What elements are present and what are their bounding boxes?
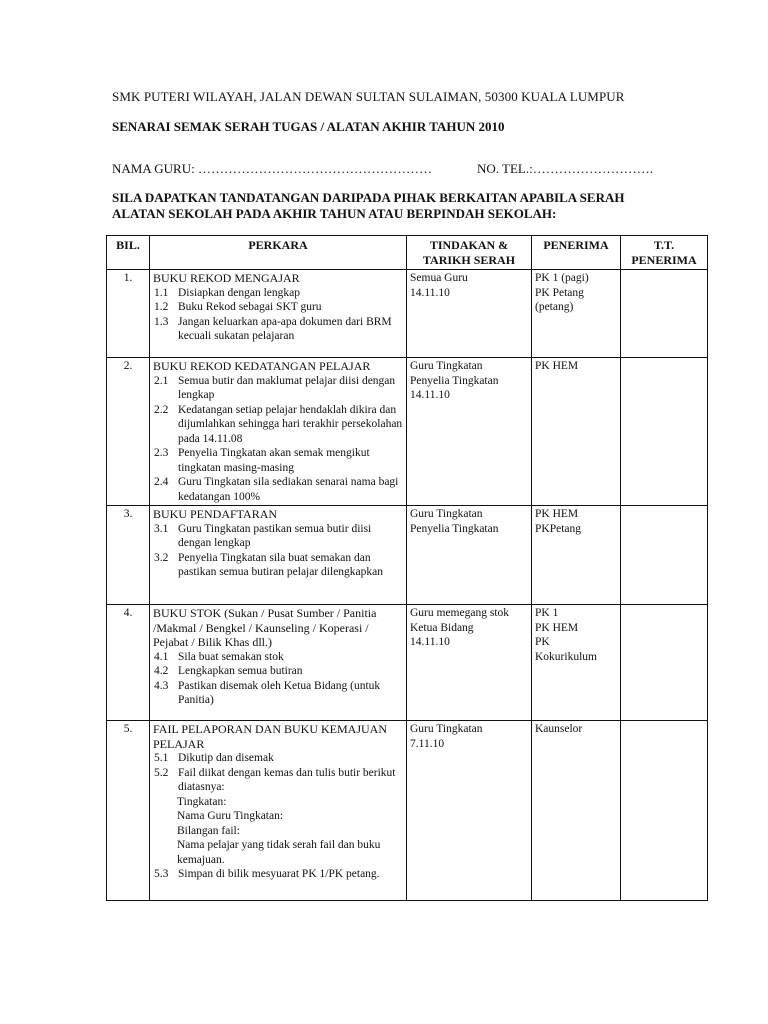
- penerima-line: Kokurikulum: [535, 650, 597, 663]
- sub-item: [153, 867, 403, 882]
- instruction-line: ALATAN SEKOLAH PADA AKHIR TAHUN ATAU BERPINDAH SEKOLAH:: [112, 206, 557, 221]
- sub-item-text: Sila buat semakan stok: [178, 650, 284, 663]
- sub-item-text: Pastikan disemak oleh Ketua Bidang (untuk Panitia): [178, 679, 381, 706]
- sub-item: [153, 403, 403, 447]
- signature-cell: [621, 721, 708, 901]
- header-tt-penerima: T.T. PENERIMA: [621, 236, 708, 270]
- sub-item-text: Simpan di bilik mesyuarat PK 1/PK petang.: [178, 868, 380, 880]
- penerima-line: PK HEM: [535, 360, 579, 372]
- school-address: SMK PUTERI WILAYAH, JALAN DEWAN SULTAN SULAIMAN, 50300 KUALA LUMPUR: [112, 89, 625, 104]
- penerima-cell: [532, 270, 621, 358]
- tindakan-line: Guru Tingkatan: [410, 508, 483, 520]
- table-row: [107, 270, 708, 358]
- document-title: SENARAI SEMAK SERAH TUGAS / ALATAN AKHIR TAHUN 2010: [112, 119, 505, 134]
- sub-item-number: 5.3: [154, 868, 169, 880]
- sub-item: [153, 650, 403, 665]
- sub-item-number: 1.3: [154, 315, 169, 328]
- penerima-line: PK 1: [535, 607, 559, 619]
- sub-item-text: Fail diikat dengan kemas dan tulis butir berikut diatasnya:: [178, 766, 396, 793]
- penerima-cell: [532, 358, 621, 506]
- penerima-line: PK HEM: [535, 508, 579, 520]
- tindakan-line: 14.11.10: [410, 286, 450, 299]
- signature-cell: [621, 506, 708, 605]
- sub-item: [153, 522, 403, 551]
- tindakan-line: Guru Tingkatan: [410, 360, 483, 372]
- sub-item-text: Dikutip dan disemak: [178, 752, 274, 764]
- sub-item-number: 4.3: [154, 679, 169, 692]
- sub-item-detail: Nama pelajar yang tidak serah fail dan buku kemajuan.: [177, 839, 381, 866]
- item-title: BUKU PENDAFTARAN: [153, 507, 278, 521]
- tindakan-cell: [407, 358, 532, 506]
- signature-cell: [621, 358, 708, 506]
- sub-item: [153, 315, 403, 344]
- sub-item-number: 2.3: [154, 447, 169, 459]
- sub-item-text: Disiapkan dengan lengkap: [178, 286, 300, 299]
- sub-item: [153, 300, 403, 315]
- tindakan-line: 14.11.10: [410, 636, 450, 648]
- table-header-row: [107, 236, 708, 270]
- tindakan-cell: [407, 506, 532, 605]
- sub-item: [153, 679, 403, 708]
- row-number: 5.: [107, 721, 150, 901]
- sub-item-number: 4.1: [154, 650, 169, 663]
- penerima-line: Kaunselor: [535, 723, 583, 735]
- sub-item-number: 1.1: [154, 286, 169, 299]
- perkara-cell: [150, 721, 407, 901]
- sub-item: [153, 766, 403, 795]
- header-perkara: PERKARA: [150, 236, 407, 270]
- sub-item: [153, 751, 403, 766]
- sub-item: [153, 446, 403, 475]
- penerima-cell: [532, 605, 621, 721]
- tindakan-line: Penyelia Tingkatan: [410, 374, 499, 387]
- sub-item-number: 5.1: [154, 752, 169, 764]
- sub-item-number: 2.1: [154, 374, 169, 387]
- sub-item-text: Guru Tingkatan pastikan semua butir diisi dengan lengkap: [178, 522, 372, 549]
- tindakan-line: Penyelia Tingkatan: [410, 522, 499, 535]
- item-title: BUKU REKOD KEDATANGAN PELAJAR: [153, 359, 371, 373]
- tindakan-line: Ketua Bidang: [410, 621, 474, 634]
- header-penerima: PENERIMA: [532, 236, 621, 270]
- table-row: [107, 605, 708, 721]
- row-number: 1.: [107, 270, 150, 358]
- penerima-line: PK: [535, 636, 550, 648]
- sub-item: [153, 374, 403, 403]
- sub-item-number: 5.2: [154, 766, 169, 779]
- sub-item-text: Penyelia Tingkatan sila buat semakan dan pastikan semua butiran pelajar dilengkapkan: [178, 551, 384, 578]
- row-number: 4.: [107, 605, 150, 721]
- header-bil: BIL.: [107, 236, 150, 270]
- penerima-line: PK Petang: [535, 286, 584, 299]
- tindakan-line: Guru Tingkatan: [410, 723, 483, 735]
- penerima-line: PKPetang: [535, 522, 581, 535]
- perkara-cell: [150, 358, 407, 506]
- perkara-cell: [150, 605, 407, 721]
- tindakan-line: Semua Guru: [410, 272, 468, 284]
- perkara-cell: [150, 506, 407, 605]
- sub-item-text: Kedatangan setiap pelajar hendaklah dikira dan dijumlahkan sehingga hari terakhir persekolahan pada 14.11.08: [178, 403, 403, 445]
- tindakan-cell: [407, 721, 532, 901]
- sub-item-number: 3.2: [154, 551, 169, 564]
- signature-cell: [621, 270, 708, 358]
- sub-item-number: 2.4: [154, 476, 169, 488]
- sub-item: [153, 475, 403, 504]
- sub-item-text: Semua butir dan maklumat pelajar diisi dengan lengkap: [178, 374, 396, 401]
- table-row: [107, 506, 708, 605]
- checklist-table: [106, 235, 708, 901]
- sub-item-detail: Nama Guru Tingkatan:: [177, 810, 284, 822]
- sub-item-text: Lengkapkan semua butiran: [178, 665, 303, 677]
- perkara-cell: [150, 270, 407, 358]
- sub-item: [153, 551, 403, 580]
- penerima-cell: [532, 721, 621, 901]
- instruction-line: SILA DAPATKAN TANDATANGAN DARIPADA PIHAK BERKAITAN APABILA SERAH: [112, 190, 625, 205]
- instruction-text: [112, 190, 712, 222]
- table-row: [107, 358, 708, 506]
- sub-item-detail: Bilangan fail:: [177, 824, 240, 837]
- tindakan-line: 14.11.10: [410, 389, 450, 401]
- table-row: [107, 721, 708, 901]
- item-title: FAIL PELAPORAN DAN BUKU KEMAJUAN PELAJAR: [153, 722, 388, 751]
- penerima-line: (petang): [535, 301, 574, 313]
- sub-item-text: Jangan keluarkan apa-apa dokumen dari BRM kecuali sukatan pelajaran: [178, 315, 392, 342]
- penerima-cell: [532, 506, 621, 605]
- no-tel-field: NO. TEL.:……………………….: [477, 161, 653, 176]
- sub-item-text: Penyelia Tingkatan akan semak mengikut tingkatan masing-masing: [178, 447, 370, 474]
- item-title: BUKU STOK (Sukan / Pusat Sumber / Panitia /Makmal / Bengkel / Kaunseling / Koperasi / Pejabat / Bilik Khas dll.): [153, 606, 377, 649]
- sub-item-number: 2.2: [154, 403, 169, 416]
- row-number: 2.: [107, 358, 150, 506]
- sub-item-number: 3.1: [154, 522, 169, 535]
- sub-item: [153, 664, 403, 679]
- header-tindakan: TINDAKAN & TARIKH SERAH: [407, 236, 532, 270]
- tindakan-cell: [407, 270, 532, 358]
- penerima-line: PK HEM: [535, 621, 579, 634]
- sub-item-detail: Tingkatan:: [177, 795, 227, 808]
- sub-item-number: 1.2: [154, 301, 169, 313]
- sub-item-number: 4.2: [154, 665, 169, 677]
- signature-cell: [621, 605, 708, 721]
- tindakan-line: Guru memegang stok: [410, 607, 510, 619]
- row-number: 3.: [107, 506, 150, 605]
- nama-guru-field: NAMA GURU: ………………………………………………: [112, 161, 432, 176]
- item-title: BUKU REKOD MENGAJAR: [153, 271, 300, 285]
- sub-item: [153, 286, 403, 301]
- tindakan-cell: [407, 605, 532, 721]
- sub-item-text: Buku Rekod sebagai SKT guru: [178, 301, 322, 313]
- sub-item-text: Guru Tingkatan sila sediakan senarai nama bagi kedatangan 100%: [178, 476, 399, 503]
- penerima-line: PK 1 (pagi): [535, 272, 589, 284]
- tindakan-line: 7.11.10: [410, 737, 445, 750]
